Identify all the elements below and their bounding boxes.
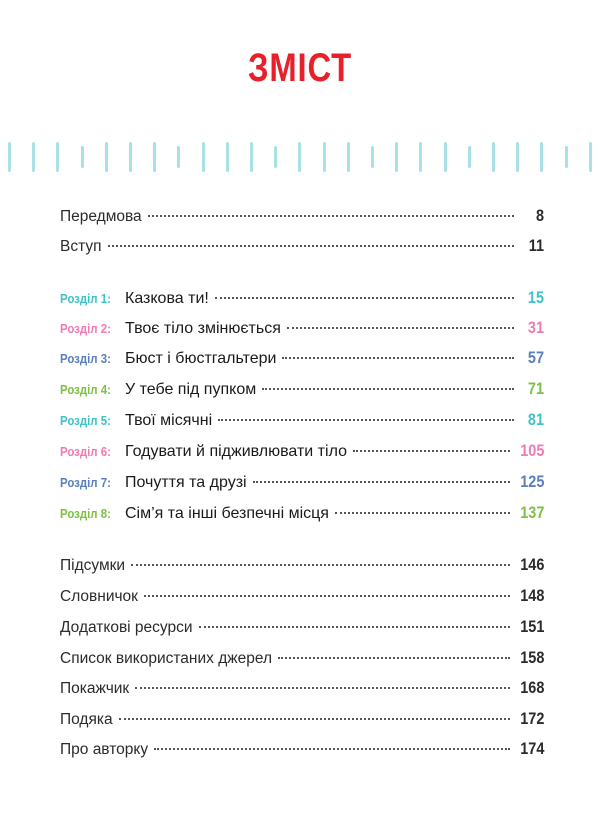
toc-entry-label: Про авторку [60, 741, 149, 758]
toc-entry-label: Підсумки [60, 557, 126, 574]
toc-entry-front[interactable] [60, 206, 544, 232]
toc-entry-label: Покажчик [60, 680, 130, 697]
dot-leader [135, 687, 509, 689]
dash [153, 142, 156, 172]
toc-entry-chapter[interactable] [60, 503, 544, 529]
dash [395, 142, 398, 172]
toc-page-number: 148 [519, 586, 544, 605]
toc-entry-back[interactable] [60, 586, 544, 612]
dash [81, 146, 84, 168]
dash [468, 146, 471, 168]
toc-entry-back[interactable] [60, 648, 544, 674]
chapter-prefix: Розділ 7: [60, 475, 111, 490]
dot-leader [144, 595, 510, 597]
toc-page-number: 15 [527, 288, 544, 307]
toc-entry-chapter[interactable] [60, 288, 544, 314]
toc-entry-chapter[interactable] [60, 379, 544, 405]
toc-entry-back[interactable] [60, 739, 544, 765]
dot-leader [353, 450, 510, 452]
toc-entry-back[interactable] [60, 709, 544, 735]
toc-page-number: 31 [527, 318, 544, 337]
dash [177, 146, 180, 168]
toc-entry-chapter[interactable] [60, 318, 544, 344]
dash [347, 142, 350, 172]
dot-leader [199, 626, 510, 628]
chapter-prefix: Розділ 4: [60, 382, 111, 397]
toc-entry-chapter[interactable] [60, 348, 544, 374]
toc-entry-label: Твої місячні [125, 412, 213, 429]
toc-page-number: 71 [527, 379, 544, 398]
toc-page-number: 174 [519, 739, 544, 758]
toc-entry-label: У тебе під пупком [125, 381, 257, 398]
decorative-dash-band [8, 140, 592, 174]
toc-page-number: 168 [519, 678, 544, 697]
toc-entry-label: Вступ [60, 238, 102, 255]
dash [419, 142, 422, 172]
dash [274, 146, 277, 168]
toc-entry-label: Годувати й підживлювати тіло [125, 443, 347, 460]
toc-entry-label: Передмова [60, 208, 142, 225]
dash [32, 142, 35, 172]
toc-entry-label: Подяка [60, 711, 113, 728]
toc-entry-label: Сім’я та інші безпечні місця [125, 505, 329, 522]
toc-page-number: 57 [527, 348, 544, 367]
dot-leader [218, 419, 514, 421]
dash [202, 142, 205, 172]
toc-entry-back[interactable] [60, 555, 544, 581]
toc-entry-front[interactable] [60, 236, 544, 262]
chapter-prefix: Розділ 8: [60, 506, 111, 521]
toc-entry-back[interactable] [60, 617, 544, 643]
dot-leader [253, 481, 510, 483]
dot-leader [119, 718, 510, 720]
toc-page-number: 172 [519, 709, 544, 728]
chapter-prefix: Розділ 3: [60, 351, 111, 366]
dot-leader [215, 297, 514, 299]
chapter-prefix: Розділ 6: [60, 444, 111, 459]
dot-leader [262, 388, 514, 390]
toc-entry-label: Бюст і бюстгальтери [125, 350, 277, 367]
toc-entry-label: Почуття та друзі [125, 474, 247, 491]
dash [444, 142, 447, 172]
dash [298, 142, 301, 172]
toc-page-number: 8 [535, 206, 544, 225]
dash [323, 142, 326, 172]
chapter-prefix: Розділ 2: [60, 321, 111, 336]
toc-entry-label: Додаткові ресурси [60, 619, 193, 636]
dash [589, 142, 592, 172]
toc-entry-label: Твоє тіло змінюється [125, 320, 281, 337]
toc-entry-label: Список використаних джерел [60, 650, 272, 667]
dash [516, 142, 519, 172]
dot-leader [108, 245, 514, 247]
dot-leader [282, 357, 514, 359]
dash [565, 146, 568, 168]
dot-leader [287, 327, 514, 329]
dash [56, 142, 59, 172]
dash [105, 142, 108, 172]
toc-page-number: 137 [519, 503, 544, 522]
dot-leader [154, 748, 510, 750]
toc-entry-chapter[interactable] [60, 441, 544, 467]
dot-leader [278, 657, 510, 659]
toc-entry-label: Словничок [60, 588, 138, 605]
dot-leader [148, 215, 514, 217]
toc-page-number: 125 [519, 472, 544, 491]
chapter-prefix: Розділ 5: [60, 413, 111, 428]
dash [129, 142, 132, 172]
toc-entry-chapter[interactable] [60, 472, 544, 498]
toc-page-number: 81 [527, 410, 544, 429]
dot-leader [335, 512, 510, 514]
toc-entry-label: Казкова ти! [125, 290, 209, 307]
dash [250, 142, 253, 172]
toc-page-number: 151 [519, 617, 544, 636]
toc-page-number: 146 [519, 555, 544, 574]
chapter-prefix: Розділ 1: [60, 291, 111, 306]
dash [540, 142, 543, 172]
dash [226, 142, 229, 172]
toc-entry-back[interactable] [60, 678, 544, 704]
toc-page-number: 158 [519, 648, 544, 667]
dash [8, 142, 11, 172]
page-title: ЗМІСТ [247, 46, 352, 90]
dot-leader [131, 564, 510, 566]
toc-entry-chapter[interactable] [60, 410, 544, 436]
dash [492, 142, 495, 172]
toc-page-number: 11 [528, 236, 544, 255]
toc-page-number: 105 [519, 441, 544, 460]
dash [371, 146, 374, 168]
